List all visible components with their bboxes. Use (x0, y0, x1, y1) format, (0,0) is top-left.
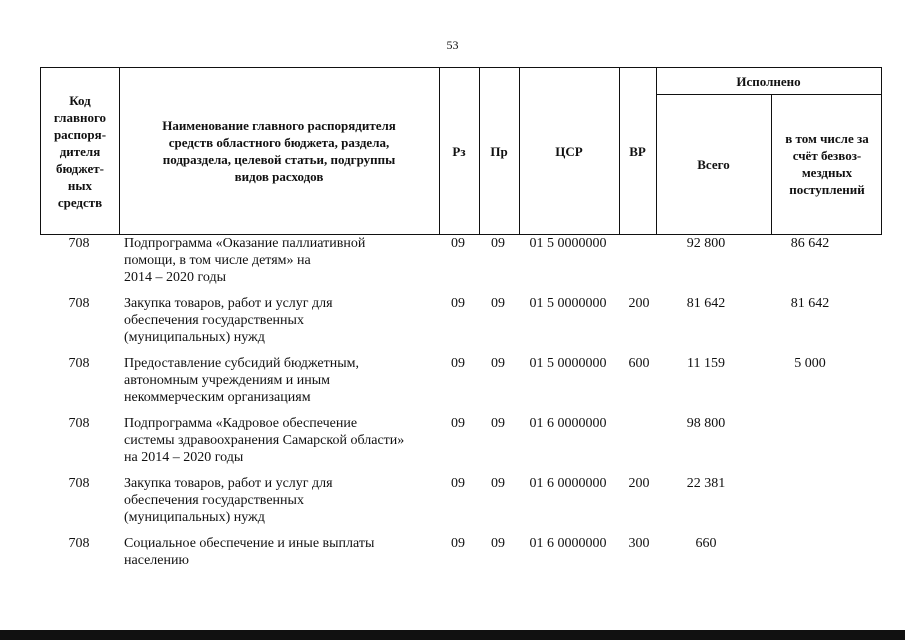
cell-rz: 09 (451, 536, 465, 551)
cell-pr: 09 (491, 536, 505, 551)
cell-vr: 300 (628, 536, 650, 551)
table-row (40, 535, 882, 595)
table-row (40, 355, 882, 415)
cell-code: 708 (68, 356, 90, 371)
cell-rz: 09 (451, 416, 465, 431)
cell-rz: 09 (451, 296, 465, 311)
cell-name: Закупка товаров, работ и услуг для обеспечения государственных (муниципальных) нужд (124, 296, 333, 345)
cell-pr: 09 (491, 416, 505, 431)
cell-total: 660 (695, 536, 717, 551)
cell-code: 708 (68, 536, 90, 551)
cell-rz: 09 (451, 476, 465, 491)
cell-csr: 01 6 0000000 (529, 416, 607, 431)
page-number: 53 (446, 38, 459, 52)
header-vr: ВР (629, 143, 646, 159)
cell-name: Социальное обеспечение и иные выплаты населению (124, 536, 375, 568)
cell-total: 11 159 (687, 356, 725, 371)
cell-name: Закупка товаров, работ и услуг для обеспечения государственных (муниципальных) нужд (124, 476, 333, 525)
cell-gratuitous: 86 642 (790, 236, 830, 251)
cell-rz: 09 (451, 236, 465, 251)
cell-gratuitous: 81 642 (790, 296, 830, 311)
table-header (40, 67, 882, 235)
header-pr: Пр (490, 143, 508, 159)
cell-total: 92 800 (686, 236, 726, 251)
header-name: Наименование главного распорядителя средств областного бюджета, раздела, подраздела, целевой статьи, подгруппы видов расходов (162, 118, 396, 184)
cell-pr: 09 (491, 356, 505, 371)
cell-name: Подпрограмма «Оказание паллиативной помощи, в том числе детям» на 2014 – 2020 годы (124, 236, 366, 285)
cell-csr: 01 6 0000000 (529, 476, 607, 491)
header-rz: Рз (452, 143, 466, 159)
table-row (40, 235, 882, 295)
cell-code: 708 (68, 416, 90, 431)
header-gratuitous: в том числе за счёт безвоз- мездных поступлений (785, 131, 869, 197)
cell-total: 81 642 (686, 296, 726, 311)
header-code: Код главного распоря- дителя бюджет- ных средств (53, 92, 107, 210)
cell-total: 98 800 (686, 416, 726, 431)
cell-rz: 09 (451, 356, 465, 371)
cell-name: Предоставление субсидий бюджетным, автономным учреждениям и иным некоммерческим организациям (124, 356, 360, 405)
cell-csr: 01 5 0000000 (529, 296, 607, 311)
header-csr: ЦСР (555, 143, 583, 159)
cell-pr: 09 (491, 296, 505, 311)
table-row (40, 415, 882, 475)
table-row (40, 475, 882, 535)
cell-total: 22 381 (686, 476, 726, 491)
cell-pr: 09 (491, 476, 505, 491)
page-bottom-edge (0, 630, 905, 640)
cell-vr: 200 (628, 296, 650, 311)
cell-gratuitous: 5 000 (794, 356, 826, 371)
cell-vr: 200 (628, 476, 650, 491)
cell-csr: 01 5 0000000 (529, 236, 607, 251)
cell-name: Подпрограмма «Кадровое обеспечение системы здравоохранения Самарской области» на 2014 – 2020 годы (124, 416, 405, 465)
cell-code: 708 (68, 236, 90, 251)
cell-csr: 01 6 0000000 (529, 536, 607, 551)
header-total: Всего (697, 156, 730, 172)
cell-csr: 01 5 0000000 (529, 356, 607, 371)
cell-pr: 09 (491, 236, 505, 251)
table-row (40, 295, 882, 355)
header-executed: Исполнено (736, 73, 801, 89)
cell-vr: 600 (628, 356, 650, 371)
cell-code: 708 (68, 296, 90, 311)
cell-code: 708 (68, 476, 90, 491)
